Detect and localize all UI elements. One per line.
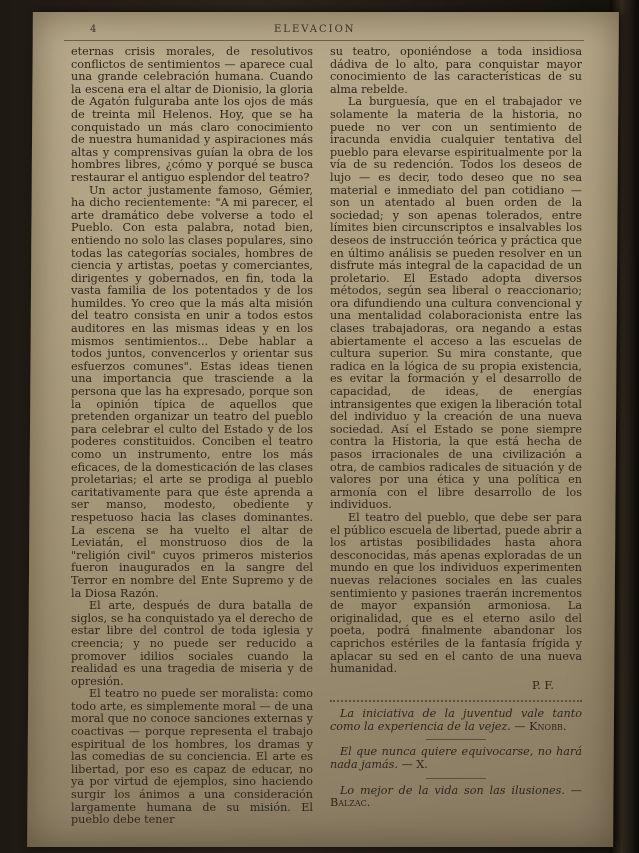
left-column xyxy=(71,46,313,827)
paragraph: La burguesía, que en el trabajador ve solamente la materia de la historia, no puede no ver con un sentimiento de iracunda envidia cualquier tentativa del pueblo para elevarse espiritualmente por la vía de su redención. Todos los deseos de lujo — es decir, todo deseo que no sea material e inmediato del pan cotidiano — son un atentado al buen orden de la sociedad; y son apenas tolerados, entre límites bien circunscriptos e insalvables los deseos de instrucción teórica y práctica que en último análisis se pueden resolver en un disfrute más integral de la capacidad de un proletario. El Estado adopta diversos métodos, según sea liberal o reaccionario; ora difundiendo una cultura convencional y una mentalidad colaboracionista entre las clases trabajadoras, ora negando a estas abiertamente el acceso a las escuelas de cultura superior. Su mira constante, que radica en la lógica de su propia existencia, es evitar la formación y el desarrollo de capacidad, de ideas, de energías intransigentes que exigen la liberación total del individuo y la creación de una nueva sociedad. Así el Estado se pone siempre contra la Historia, la que está hecha de pasos irracionales de una civilización a otra, de cambios radicales de situación y de valores por una ética y una política en armonía con el libre desarrollo de los individuos. xyxy=(330,95,582,512)
paragraph: El teatro no puede ser moralista: como todo arte, es simplemente moral — de una moral que no conoce sanciones externas y coactivas — porque representa el trabajo espiritual de los hombres, los dramas y las comedias de su conciencia. El arte es libertad, por eso es capaz de educar, no ya por virtud de ejemplos, sino haciendo surgir los ánimos a una consideración largamente humana de su misión. El pueblo debe tener xyxy=(71,687,313,827)
page-header xyxy=(64,24,584,40)
page-number: 4 xyxy=(90,24,97,35)
quote-text: Lo mejor de la vida son las ilusiones. — xyxy=(340,783,582,797)
header-rule xyxy=(64,40,584,41)
paragraph: Un actor justamente famoso, Gémier, ha dicho recientemente: "A mi parecer, el arte dramático debe volverse a todo el Pueblo. Con esta palabra, notad bien, entiendo no solo las clases populares, sino todas las categorías sociales, hombres de ciencia y artistas, poetas y comerciantes, dirigentes y gobernados, en fin, toda la vasta familia de los potentados y de los humildes. Yo creo que la más alta misión del teatro consista en unir a todos estos auditores en las mismas ideas y en los mismos sentimientos... Debe hablar a todos juntos, convencerlos y orientar sus esfuerzos comunes". Estas ideas tienen una importancia que trasciende a la persona que las ha expresado, porque son la opinión típica de aquellos que pretenden organizar un teatro del pueblo para celebrar el culto del Estado y de los poderes constituidos. Conciben el teatro como un instrumento, entre los más eficaces, de la domesticación de las clases proletarias; el arte se prodiga al pueblo caritativamente para que éste aprenda a ser manso, modesto, obediente y respetuoso hacia las clases dominantes. La escena se ha vuelto el altar de Leviatán, el monstruoso dios de la "religión civil" cuyos primeros misterios fueron inaugurados en la sangre del Terror en nombre del Ente Supremo y de la Diosa Razón. xyxy=(71,183,313,600)
quote-divider xyxy=(426,739,486,740)
paragraph: El arte, después de dura batalla de siglos, se ha conquistado ya el derecho de estar libre del control de toda iglesia y creencia; y no puede ser reducido a promover idilios sociales cuando la realidad es una tragedia de miseria y de opresión. xyxy=(71,599,313,688)
quote-text: La iniciativa de la juventud vale tanto como la experiencia de la vejez. — xyxy=(330,707,582,733)
quote xyxy=(330,746,582,771)
quote-divider xyxy=(426,778,486,779)
dotted-divider xyxy=(330,700,582,702)
quote xyxy=(330,708,582,733)
running-head: ELEVACION xyxy=(274,24,356,35)
right-column xyxy=(330,46,582,814)
quote-author: Balzac. xyxy=(330,796,371,810)
paragraph: El teatro del pueblo, que debe ser para el público escuela de libertad, puede abrir a los artistas posibilidades hasta ahora desconocidas, más apenas exploradas de un mundo en que los individuos experimenten nuevas relaciones sociales en las cuales sentimiento y pasiones traerán incrementos de mayor expansión armoniosa. La originalidad, que es el eterno asilo del poeta, podrá finalmente abandonar los caprichos estériles de la fantasía frígida y aplacar su sed en el canto de una nueva humanidad. xyxy=(330,510,582,676)
quote-text: El que nunca quiere equivocarse, no hará nada jamás. — xyxy=(330,745,582,772)
paragraph: eternas crisis morales, de resolutivos conflictos de sentimientos — aparece cual una grande celebración humana. Cuando la escena era el altar de Dionisio, la gloria de Agatón fulguraba ante los ojos de más de treinta mil Helenos. Hoy, que se ha conquistado un más claro conocimiento de nuestra humanidad y aspiraciones más altas y comprensivas guían la obra de los hombres libres, ¿cómo y porqué se busca restaurar el antiguo esplendor del teatro? xyxy=(71,45,313,184)
paragraph: su teatro, oponiéndose a toda insidiosa dádiva de lo alto, para conquistar mayor conocimiento de las características de su alma rebelde. xyxy=(330,45,582,96)
article-signature: P. F. xyxy=(532,678,554,692)
quote xyxy=(330,785,582,810)
quote-author: Knobb. xyxy=(529,719,567,733)
quote-author: X. xyxy=(416,758,428,772)
